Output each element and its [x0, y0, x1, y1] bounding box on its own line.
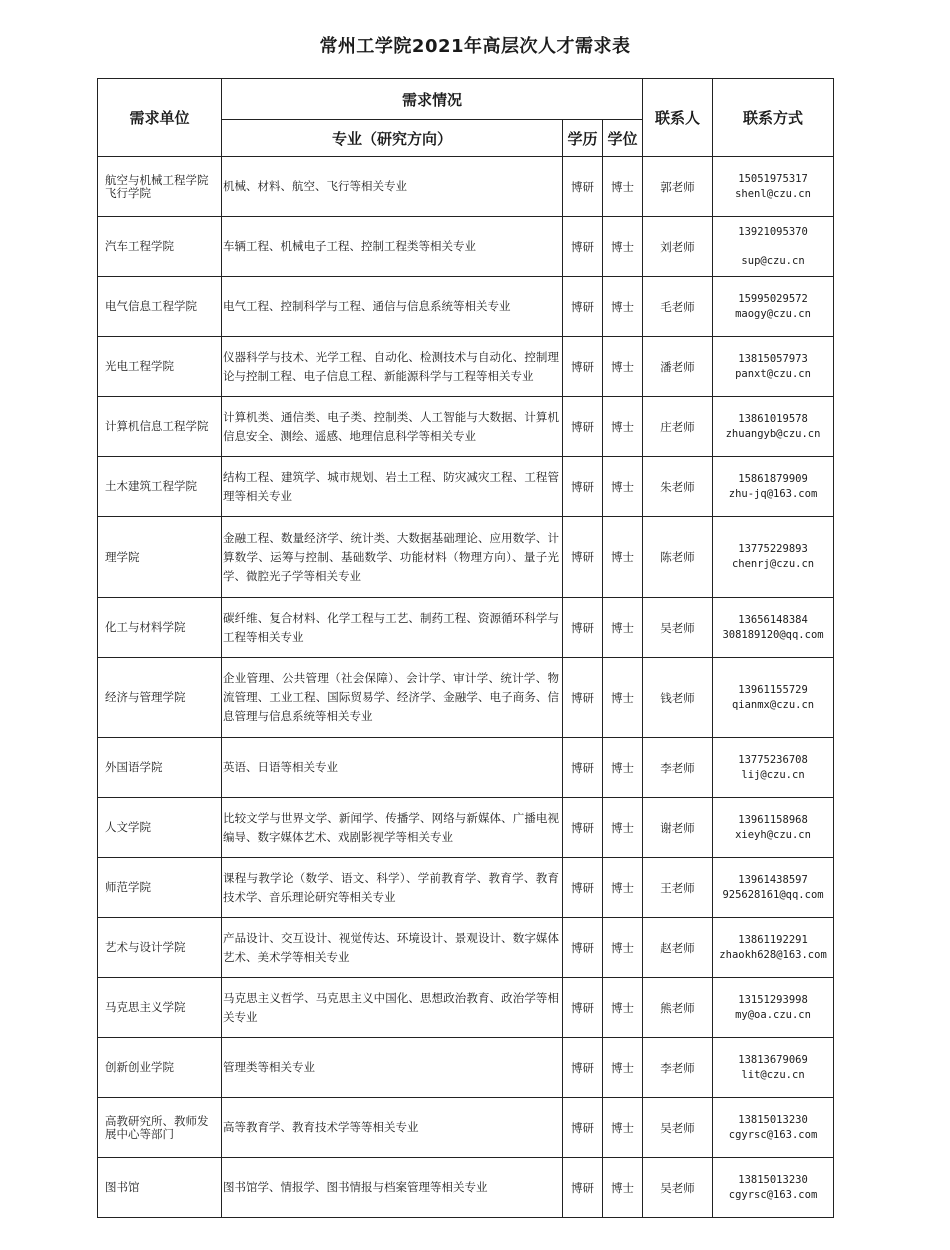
education-cell: 博研: [563, 337, 603, 397]
phone-number: 13656148384: [738, 613, 808, 626]
table-row: [98, 217, 834, 277]
email-link[interactable]: cgyrsc@163.com: [728, 1188, 818, 1201]
degree-cell: 博士: [603, 1098, 643, 1158]
contact-method-cell: [713, 457, 834, 517]
phone-number: 13961155729: [738, 683, 808, 696]
unit-cell: 航空与机械工程学院飞行学院: [98, 157, 222, 217]
major-cell: 管理类等相关专业: [222, 1038, 563, 1098]
contact-person-cell: 赵老师: [643, 918, 713, 978]
unit-cell: 人文学院: [98, 798, 222, 858]
degree-cell: 博士: [603, 277, 643, 337]
degree-cell: 博士: [603, 1158, 643, 1218]
requirements-table: [97, 78, 834, 1218]
contact-method-cell: [713, 738, 834, 798]
degree-cell: 博士: [603, 858, 643, 918]
email-link[interactable]: shenl@czu.cn: [735, 187, 811, 200]
unit-cell: 师范学院: [98, 858, 222, 918]
contact-person-cell: 吴老师: [643, 598, 713, 658]
major-cell: 机械、材料、航空、飞行等相关专业: [222, 157, 563, 217]
table-row: [98, 337, 834, 397]
phone-number: 13815013230: [738, 1113, 808, 1126]
phone-number: 15861879909: [738, 472, 808, 485]
major-cell: 马克思主义哲学、马克思主义中国化、思想政治教育、政治学等相关专业: [222, 978, 563, 1038]
email-link[interactable]: 308189120@qq.com: [722, 628, 824, 641]
contact-person-cell: 郭老师: [643, 157, 713, 217]
unit-cell: 外国语学院: [98, 738, 222, 798]
contact-method-cell: [713, 658, 834, 738]
table-body: [98, 157, 834, 1218]
table-row: [98, 397, 834, 457]
header-situation: 需求情况: [222, 79, 643, 120]
phone-number: 13151293998: [738, 993, 808, 1006]
degree-cell: 博士: [603, 738, 643, 798]
table-row: [98, 798, 834, 858]
contact-person-cell: 吴老师: [643, 1098, 713, 1158]
major-cell: 课程与教学论（数学、语文、科学）、学前教育学、教育学、教育技术学、音乐理论研究等相关专业: [222, 858, 563, 918]
major-cell: 计算机类、通信类、电子类、控制类、人工智能与大数据、计算机信息安全、测绘、遥感、地理信息科学等相关专业: [222, 397, 563, 457]
major-cell: 结构工程、建筑学、城市规划、岩土工程、防灾减灾工程、工程管理等相关专业: [222, 457, 563, 517]
unit-cell: 化工与材料学院: [98, 598, 222, 658]
unit-cell: 理学院: [98, 517, 222, 598]
phone-number: 13815057973: [738, 352, 808, 365]
phone-number: 13961158968: [738, 813, 808, 826]
table-row: [98, 658, 834, 738]
unit-cell: 经济与管理学院: [98, 658, 222, 738]
education-cell: 博研: [563, 798, 603, 858]
email-link[interactable]: chenrj@czu.cn: [731, 558, 815, 570]
education-cell: 博研: [563, 457, 603, 517]
email-link[interactable]: my@oa.czu.cn: [735, 1008, 811, 1021]
major-cell: 比较文学与世界文学、新闻学、传播学、网络与新媒体、广播电视编导、数字媒体艺术、戏剧影视学等相关专业: [222, 798, 563, 858]
major-cell: 企业管理、公共管理（社会保障）、会计学、审计学、统计学、物流管理、工业工程、国际贸易学、经济学、金融学、电子商务、信息管理与信息系统等相关专业: [222, 658, 563, 738]
email-link[interactable]: sup@czu.cn: [741, 254, 805, 267]
education-cell: 博研: [563, 598, 603, 658]
degree-cell: 博士: [603, 978, 643, 1038]
unit-cell: 汽车工程学院: [98, 217, 222, 277]
phone-number: 13961438597: [738, 873, 808, 886]
major-cell: 碳纤维、复合材料、化学工程与工艺、制药工程、资源循环科学与工程等相关专业: [222, 598, 563, 658]
contact-method-cell: [713, 517, 834, 598]
education-cell: 博研: [563, 517, 603, 598]
contact-method-cell: [713, 397, 834, 457]
contact-person-cell: 吴老师: [643, 1158, 713, 1218]
education-cell: 博研: [563, 1038, 603, 1098]
major-cell: 金融工程、数量经济学、统计类、大数据基础理论、应用数学、计算数学、运筹与控制、基础数学、功能材料（物理方向）、量子光学、微腔光子学等相关专业: [222, 517, 563, 598]
degree-cell: 博士: [603, 598, 643, 658]
contact-method-cell: [713, 598, 834, 658]
contact-method-cell: [713, 798, 834, 858]
contact-method-cell: [713, 978, 834, 1038]
contact-person-cell: 朱老师: [643, 457, 713, 517]
degree-cell: 博士: [603, 397, 643, 457]
spacer: [713, 240, 833, 254]
phone-number: 13861192291: [738, 933, 808, 946]
table-row: [98, 1098, 834, 1158]
phone-number: 13813679069: [738, 1053, 808, 1066]
contact-person-cell: 钱老师: [643, 658, 713, 738]
table-row: [98, 277, 834, 337]
table-row: [98, 918, 834, 978]
unit-cell: 光电工程学院: [98, 337, 222, 397]
education-cell: 博研: [563, 217, 603, 277]
degree-cell: 博士: [603, 157, 643, 217]
contact-person-cell: 毛老师: [643, 277, 713, 337]
header-contact-method: 联系方式: [713, 79, 834, 157]
contact-method-cell: [713, 217, 834, 277]
education-cell: 博研: [563, 918, 603, 978]
email-link[interactable]: zhu-jq@163.com: [728, 487, 818, 500]
education-cell: 博研: [563, 397, 603, 457]
table-row: [98, 517, 834, 598]
table-row: [98, 738, 834, 798]
education-cell: 博研: [563, 858, 603, 918]
header-education: 学历: [563, 120, 603, 157]
phone-number: 15995029572: [738, 292, 808, 305]
contact-person-cell: 陈老师: [643, 517, 713, 598]
education-cell: 博研: [563, 978, 603, 1038]
education-cell: 博研: [563, 277, 603, 337]
contact-method-cell: [713, 337, 834, 397]
major-cell: 产品设计、交互设计、视觉传达、环境设计、景观设计、数字媒体艺术、美术学等相关专业: [222, 918, 563, 978]
contact-person-cell: 刘老师: [643, 217, 713, 277]
contact-person-cell: 潘老师: [643, 337, 713, 397]
phone-number: 13861019578: [738, 412, 808, 425]
phone-number: 13775229893: [738, 543, 808, 555]
table-row: [98, 157, 834, 217]
table-row: [98, 598, 834, 658]
unit-cell: 计算机信息工程学院: [98, 397, 222, 457]
major-cell: 电气工程、控制科学与工程、通信与信息系统等相关专业: [222, 277, 563, 337]
contact-person-cell: 谢老师: [643, 798, 713, 858]
unit-cell: 艺术与设计学院: [98, 918, 222, 978]
unit-cell: 创新创业学院: [98, 1038, 222, 1098]
contact-method-cell: [713, 1158, 834, 1218]
email-link[interactable]: lit@czu.cn: [741, 1068, 805, 1081]
table-row: [98, 858, 834, 918]
education-cell: 博研: [563, 738, 603, 798]
unit-cell: 土木建筑工程学院: [98, 457, 222, 517]
contact-method-cell: [713, 858, 834, 918]
education-cell: 博研: [563, 1158, 603, 1218]
major-cell: 高等教育学、教育技术学等等相关专业: [222, 1098, 563, 1158]
education-cell: 博研: [563, 1098, 603, 1158]
education-cell: 博研: [563, 658, 603, 738]
header-contact-person: 联系人: [643, 79, 713, 157]
contact-method-cell: [713, 1038, 834, 1098]
contact-person-cell: 李老师: [643, 1038, 713, 1098]
unit-cell: 图书馆: [98, 1158, 222, 1218]
contact-method-cell: [713, 918, 834, 978]
contact-person-cell: 熊老师: [643, 978, 713, 1038]
unit-cell: 马克思主义学院: [98, 978, 222, 1038]
education-cell: 博研: [563, 157, 603, 217]
phone-number: 13921095370: [738, 225, 808, 238]
page-title: 常州工学院2021年高层次人才需求表: [319, 36, 631, 57]
major-cell: 英语、日语等相关专业: [222, 738, 563, 798]
header-unit: 需求单位: [98, 79, 222, 157]
unit-cell: 高教研究所、教师发展中心等部门: [98, 1098, 222, 1158]
contact-method-cell: [713, 277, 834, 337]
degree-cell: 博士: [603, 658, 643, 738]
major-cell: 车辆工程、机械电子工程、控制工程类等相关专业: [222, 217, 563, 277]
email-link[interactable]: zhaokh628@163.com: [719, 948, 827, 961]
degree-cell: 博士: [603, 517, 643, 598]
email-link[interactable]: panxt@czu.cn: [735, 367, 811, 380]
table-row: [98, 978, 834, 1038]
unit-cell: 电气信息工程学院: [98, 277, 222, 337]
email-link[interactable]: zhuangyb@czu.cn: [725, 427, 821, 440]
phone-number: 15051975317: [738, 172, 808, 185]
table-row: [98, 1158, 834, 1218]
email-link[interactable]: lij@czu.cn: [741, 768, 805, 781]
degree-cell: 博士: [603, 337, 643, 397]
contact-person-cell: 李老师: [643, 738, 713, 798]
major-cell: 仪器科学与技术、光学工程、自动化、检测技术与自动化、控制理论与控制工程、电子信息工程、新能源科学与工程等相关专业: [222, 337, 563, 397]
phone-number: 13815013230: [738, 1173, 808, 1186]
degree-cell: 博士: [603, 217, 643, 277]
email-link[interactable]: cgyrsc@163.com: [728, 1128, 818, 1141]
contact-method-cell: [713, 1098, 834, 1158]
degree-cell: 博士: [603, 1038, 643, 1098]
header-major: 专业（研究方向）: [222, 120, 563, 157]
contact-person-cell: 王老师: [643, 858, 713, 918]
email-link[interactable]: 925628161@qq.com: [722, 888, 824, 901]
degree-cell: 博士: [603, 457, 643, 517]
contact-person-cell: 庄老师: [643, 397, 713, 457]
major-cell: 图书馆学、情报学、图书情报与档案管理等相关专业: [222, 1158, 563, 1218]
phone-number: 13775236708: [738, 753, 808, 766]
table-row: [98, 1038, 834, 1098]
degree-cell: 博士: [603, 798, 643, 858]
email-link[interactable]: maogy@czu.cn: [735, 307, 811, 320]
degree-cell: 博士: [603, 918, 643, 978]
email-link[interactable]: xieyh@czu.cn: [735, 828, 811, 841]
email-link[interactable]: qianmx@czu.cn: [731, 698, 815, 711]
header-degree: 学位: [603, 120, 643, 157]
contact-method-cell: [713, 157, 834, 217]
table-row: [98, 457, 834, 517]
